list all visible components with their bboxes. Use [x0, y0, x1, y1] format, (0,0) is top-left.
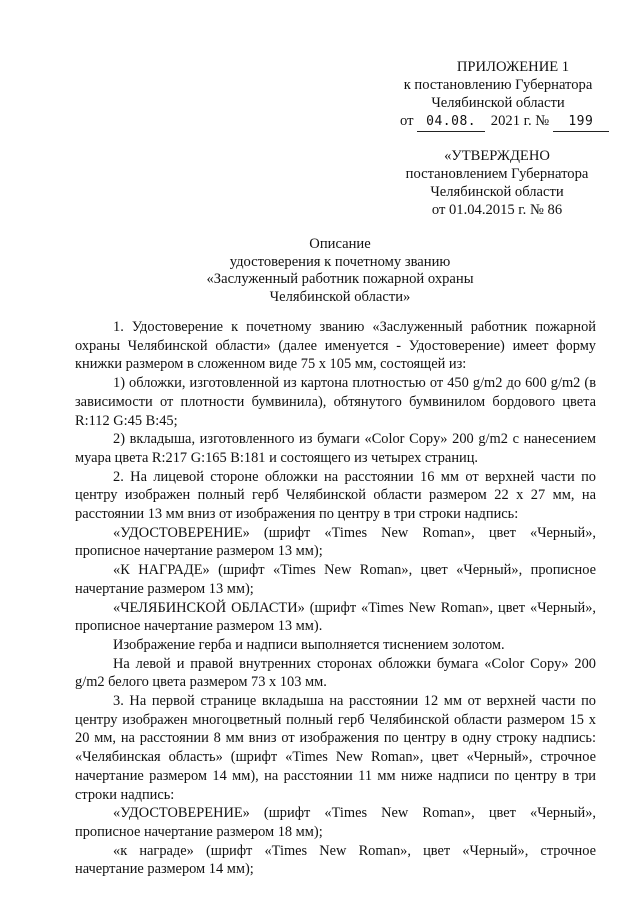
paragraph: «УДОСТОВЕРЕНИЕ» (шрифт «Times New Roman», цвет «Черный», прописное начертание размером 18 мм);: [75, 805, 596, 840]
appendix-title: ПРИЛОЖЕНИЕ 1: [456, 59, 570, 75]
document-body: [75, 318, 596, 879]
paragraph: 2. На лицевой стороне обложки на расстоянии 16 мм от верхней части по центру изображен полный герб Челябинской области размером 22 x 27 мм, на расстоянии 13 мм вниз от изображения по центру в три строки надпись:: [75, 468, 596, 523]
approved-line-2: постановлением Губернатора: [405, 166, 589, 182]
title-line-2: удостоверения к почетному званию: [229, 253, 451, 270]
date-suffix: 2021 г. №: [490, 113, 550, 129]
approved-block: [392, 147, 602, 219]
paragraph: На левой и правой внутренних сторонах обложки бумага «Color Copy» 200 g/m2 белого цвета размером 73 x 103 мм.: [75, 655, 596, 691]
document-title: [130, 236, 550, 306]
paragraph: 2) вкладыша, изготовленного из бумаги «Color Copy» 200 g/m2 с нанесением муара цвета R:217 G:165 B:181 и состоящего из четырех страниц.: [75, 431, 596, 466]
paragraph: «К НАГРАДЕ» (шрифт «Times New Roman», цвет «Черный», прописное начертание размером 13 мм);: [75, 562, 596, 597]
paragraph: 1. Удостоверение к почетному званию «Заслуженный работник пожарной охраны Челябинской области» (далее именуется - Удостоверение) имеет форму книжки размером в сложенном виде 75 x 105 мм, состоящей из:: [75, 319, 596, 373]
title-line-1: Описание: [309, 236, 371, 252]
approved-line-4: от 01.04.2015 г. № 86: [431, 202, 563, 218]
paragraph: «ЧЕЛЯБИНСКОЙ ОБЛАСТИ» (шрифт «Times New Roman», цвет «Черный», прописное начертание размером 13 мм).: [75, 599, 596, 635]
title-line-3: «Заслуженный работник пожарной охраны: [206, 271, 474, 287]
appendix-line-2: к постановлению Губернатора: [403, 77, 593, 93]
approved-line-1: «УТВЕРЖДЕНО: [444, 148, 550, 164]
title-line-4: Челябинской области»: [269, 288, 411, 305]
paragraph: Изображение герба и надписи выполняется тиснением золотом.: [113, 636, 505, 653]
appendix-date-line: [398, 112, 598, 132]
paragraph: 3. На первой странице вкладыша на расстоянии 12 мм от верхней части по центру изображен многоцветный полный герб Челябинской области размером 15 x 20 мм, на расстоянии 8 мм вниз от изображения по центру в одну строку надпись: «Челябинская область» (шрифт «Times New Roman», цвет «Черный», строчное начертание размером 14 мм), на расстоянии 11 мм ниже надписи по центру в три строки надпись:: [75, 693, 596, 803]
paragraph: «УДОСТОВЕРЕНИЕ» (шрифт «Times New Roman», цвет «Черный», прописное начертание размером 13 мм);: [75, 524, 596, 560]
approved-line-3: Челябинской области: [430, 184, 564, 200]
appendix-header: [398, 58, 598, 132]
date-prefix: от: [400, 113, 414, 129]
paragraph: «к награде» (шрифт «Times New Roman», цвет «Черный», строчное начертание размером 14 мм);: [75, 842, 596, 878]
handwritten-date: 04.08.: [417, 113, 485, 132]
appendix-line-3: Челябинской области: [431, 95, 565, 111]
paragraph: 1) обложки, изготовленной из картона плотностью от 450 g/m2 до 600 g/m2 (в зависимости от плотности бумвинила), обтянутого бумвинилом бордового цвета R:112 G:45 B:45;: [75, 375, 596, 429]
handwritten-number: 199: [553, 113, 609, 132]
